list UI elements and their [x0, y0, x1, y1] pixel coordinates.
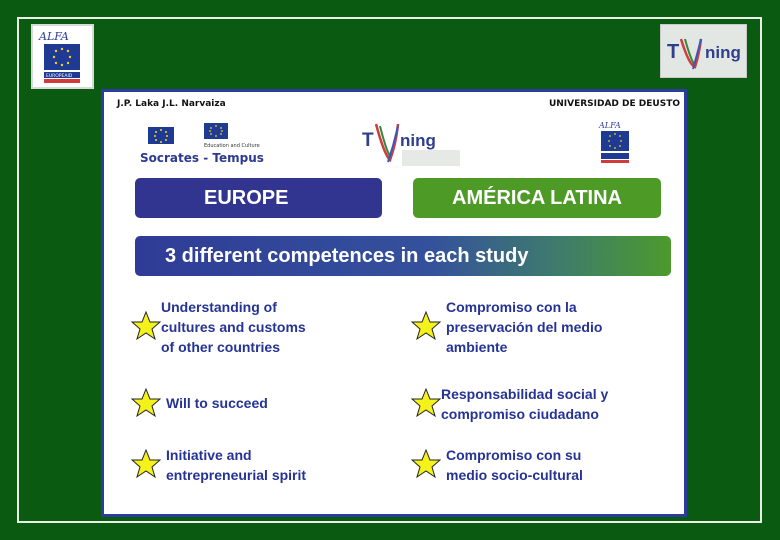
competences-banner: 3 different competences in each study	[135, 236, 671, 276]
tuning-center-text: ning	[400, 131, 436, 150]
socrates-label: Socrates - Tempus	[140, 151, 264, 165]
left-item-2: Will to succeed	[166, 395, 268, 411]
ec-label: Education and Culture	[204, 143, 260, 149]
star-icon	[411, 388, 441, 418]
tuning-center-logo	[362, 120, 462, 168]
university-label: UNIVERSIDAD DE DEUSTO	[548, 99, 680, 109]
europeaid-text: EUROPEAID	[46, 74, 73, 79]
america-latina-box: AMÉRICA LATINA	[413, 178, 661, 218]
alfa-slide-logo	[595, 119, 635, 165]
left-item-1: Understanding of cultures and customs of other countries	[161, 299, 306, 355]
right-item-2: Responsabilidad social y compromiso ciudadano	[441, 386, 609, 422]
star-icon	[131, 449, 161, 479]
tuning-logo-text: ning	[705, 43, 741, 62]
tuning-logo	[660, 24, 747, 78]
slide-panel	[101, 89, 687, 517]
star-icon	[411, 311, 441, 341]
alfa-slide-text: ALFA	[599, 121, 621, 130]
star-icon	[131, 388, 161, 418]
alfa-logo	[31, 24, 94, 89]
socrates-tempus-logo	[140, 117, 264, 167]
star-icon	[411, 449, 441, 479]
right-item-1: Compromiso con la preservación del medio ambiente	[446, 299, 603, 355]
author-label: J.P. Laka J.L. Narvaiza	[117, 99, 226, 109]
europe-box: EUROPE	[135, 178, 382, 218]
left-item-3: Initiative and entrepreneurial spirit	[166, 447, 307, 483]
tuning-center-t: T	[362, 130, 374, 151]
tuning-logo-t: T	[667, 41, 680, 63]
star-icon	[131, 311, 161, 341]
right-item-3: Compromiso con su medio socio-cultural	[446, 447, 583, 483]
alfa-logo-text: ALFA	[39, 30, 69, 43]
